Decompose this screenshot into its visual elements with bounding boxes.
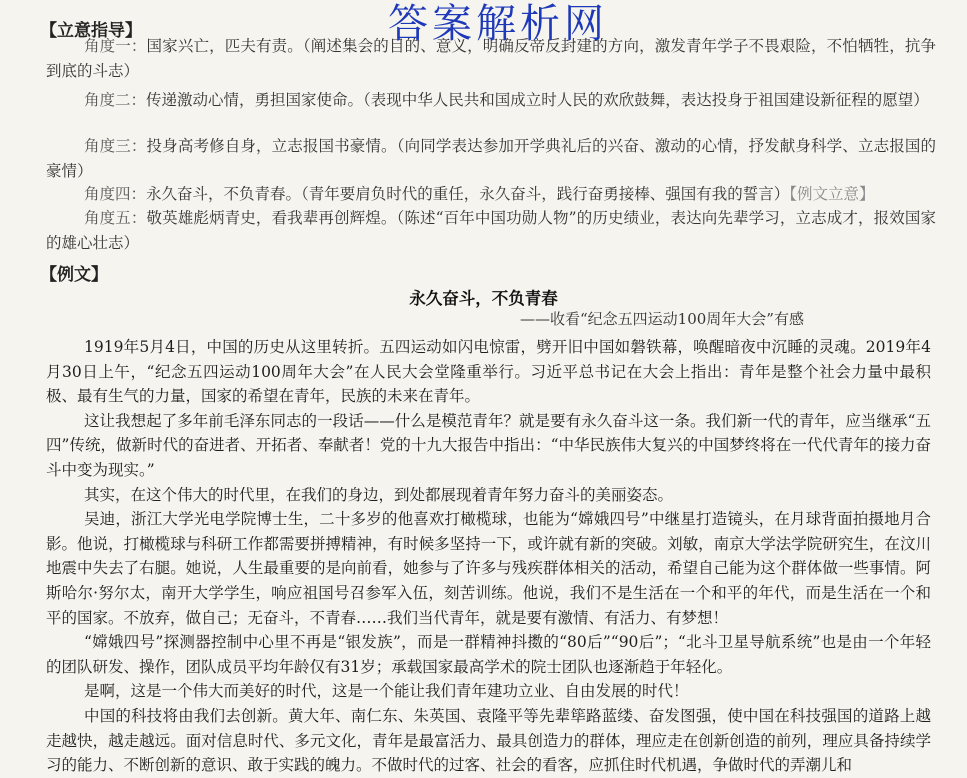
angle-4-label: 角度四： xyxy=(84,185,147,203)
essay-paragraph-5: “嫦娥四号”探测器控制中心里不再是“银发族”，而是一群精神抖擞的“80后”“90后”；“北斗卫星导航系统”也是由一个年轻的团队研发、操作，团队成员平均年龄仅有31岁；承载国家最高学术的院士团队也逐渐趋于年轻化。 xyxy=(46,633,931,676)
angle-3 xyxy=(46,134,936,184)
angle-1-note: （阐述集会的目的、意义，明确反帝反封建的方向，激发青年学子不畏艰险，不怕牺牲，抗争到底的斗志） xyxy=(46,37,936,80)
angle-2 xyxy=(46,88,936,113)
angle-2-theme: 传递激动心情，勇担国家使命。 xyxy=(146,91,364,109)
essay-paragraph-3: 其实，在这个伟大的时代里，在我们的身边，到处都展现着青年努力奋斗的美丽姿态。 xyxy=(84,485,674,504)
angle-5-label: 角度五： xyxy=(84,209,147,227)
essay-paragraph-2: 这让我想起了多年前毛泽东同志的一段话——什么是模范青年？就是要有永久奋斗这一条。我们新一代的青年，应当继承“五四”传统，做新时代的奋进者、开拓者、奉献者！党的十九大报告中指出：“中华民族伟大复兴的中国梦终将在一代代青年的接力奋斗中变为现实。” xyxy=(46,411,931,479)
angle-1-label: 角度一： xyxy=(84,37,147,55)
angle-5 xyxy=(46,206,936,256)
angle-4-tag: 【例文立意】 xyxy=(789,185,875,203)
angle-3-note: （向同学表达参加开学典礼后的兴奋、激动的心情，抒发献身科学、立志报国的豪情） xyxy=(46,137,936,180)
angle-3-label: 角度三： xyxy=(84,137,147,155)
angle-4 xyxy=(46,182,936,207)
essay-heading: 【例文】 xyxy=(40,265,108,285)
angle-5-note: （陈述“百年中国功勋人物”的历史绩业，表达向先辈学习，立志成才，报效国家的雄心壮志） xyxy=(46,209,936,252)
angle-2-note: （表现中华人民共和国成立时人民的欢欣鼓舞，表达投身于祖国建设新征程的愿望） xyxy=(363,91,929,109)
essay-paragraph-7: 中国的科技将由我们去创新。黄大年、南仁东、朱英国、袁隆平等先辈筚路蓝缕、奋发图强，使中国在科技强国的道路上越走越快，越走越远。面对信息时代、多元文化，青年是最富活力、最具创造力的群体，理应走在创新创造的前列，理应具备持续学习的能力、不断创新的意识、敢于实践的魄力。不做时代的过客、社会的看客，应抓住时代机遇，争做时代的弄潮儿和 xyxy=(46,706,931,775)
angle-2-label: 角度二： xyxy=(84,91,147,109)
angle-5-theme: 敬英雄彪炳青史，看我辈再创辉煌。 xyxy=(146,209,397,227)
angle-1-theme: 国家兴亡，匹夫有责。 xyxy=(146,37,303,55)
essay-paragraph-4: 吴迪，浙江大学光电学院博士生，二十多岁的他喜欢打橄榄球，也能为“嫦娥四号”中继星打造镜头，在月球背面拍摄地月合影。他说，打橄榄球与科研工作都需要拼搏精神，有时候多坚持一下，或许就有新的突破。刘敏，南京大学法学院研究生，在汶川地震中失去了右腿。她说，人生最重要的是向前看，她参与了许多与残疾群体相关的活动，希望自己能为这个群体做一些事情。阿斯哈尔·努尔太，南开大学学生，响应祖国号召参军入伍，刻苦训练。他说，我们不是生活在一个和平的年代，而是生活在一个和平的国家。不放弃，做自己；无奋斗，不青春……我们当代青年，就是要有激情、有活力、有梦想！ xyxy=(46,510,931,627)
essay-paragraph-1: 1919年5月4日，中国的历史从这里转折。五四运动如闪电惊雷，劈开旧中国如磐铁幕，唤醒暗夜中沉睡的灵魂。2019年4月30日上午，“纪念五四运动100周年大会”在人民大会堂隆重举行。习近平总书记在大会上指出：青年是整个社会力量中最积极、最有生气的力量，国家的希望在青年，民族的未来在青年。 xyxy=(46,338,931,406)
angle-4-theme: 永久奋斗，不负青春。 xyxy=(146,185,302,203)
angle-3-theme: 投身高考修自身，立志报国书豪情。 xyxy=(146,137,397,155)
essay-title: 永久奋斗，不负青春 xyxy=(409,289,558,308)
angle-4-note: （青年要肩负时代的重任，永久奋斗，践行奋勇接棒、强国有我的誓言） xyxy=(301,185,790,203)
watermark-text: 答案解析网 xyxy=(388,1,608,47)
essay-paragraph-6: 是啊，这是一个伟大而美好的时代，这是一个能让我们青年建功立业、自由发展的时代！ xyxy=(84,682,689,701)
guidance-heading: 【立意指导】 xyxy=(40,21,142,41)
essay-subtitle: ——收看“纪念五四运动100周年大会”有感 xyxy=(520,310,804,328)
essay-body xyxy=(46,335,931,778)
